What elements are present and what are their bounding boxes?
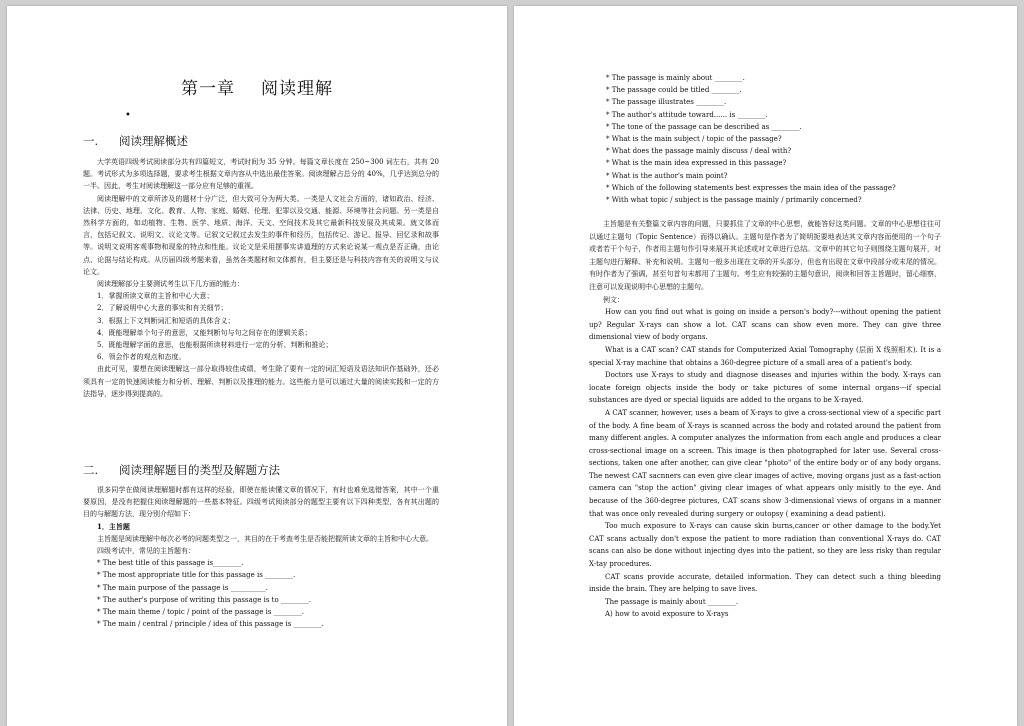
section-number: 二. — [83, 463, 99, 477]
section-title: 阅读理解概述 — [119, 134, 188, 148]
list-item: 3．根据上下文判断词汇和短语的具体含义； — [97, 316, 235, 325]
list-item: 1．掌握所读文章的主旨和中心大意； — [97, 292, 214, 301]
question-item: * What does the passage mainly discuss / deal with? — [606, 147, 792, 156]
passage-paragraph: What is a CAT scan? CAT stands for Computerized Axial Tomography (层面 X 线照相术). It is a special X-ray machine that obtains a 360-degree picture of a small area of a patient's body. — [589, 345, 941, 367]
paragraph: 由此可见，要想在阅读理解这一部分取得较佳成绩，考生除了要有一定的词汇短语及语法知识作基础外，还必须具有一定的快速阅读能力和分析、理解、判断以及推理的能力。这些能力是可以通过大量的阅读实践和一定的方法指导，逐步得到提高的。 — [83, 365, 439, 398]
right-page — [514, 6, 1017, 726]
question-item: * The main theme / topic / point of the passage is ________. — [97, 608, 304, 617]
section-heading-1 — [83, 133, 188, 149]
question-item: * The passage could be titled ________. — [606, 86, 742, 95]
passage-paragraph: Doctors use X-rays to study and diagnose diseases and injuries within the body. X-rays can locate foreign objects inside the body or take pictures of some internal organs---if special substances are dyed or special liquids are added to the organs to be X-rayed. — [589, 371, 941, 405]
list-item: 4．既能理解单个句子的意思，又能判断句与句之间存在的逻辑关系； — [97, 328, 312, 337]
section-number: 一. — [83, 134, 99, 148]
passage-paragraph: A CAT scanner, however, uses a beam of X-rays to give a cross-sectional view of a specific part of the body. A fine beam of X-rays is scanned across the body and rotated around the patient from many different angles. A computer analyzes the information from each angle and produces a clear cross-sectional image on a screen. This image is then photographed for later use. Several cross-sections, taken one after another, can give clear "photo" of the entire body or of any body organs. The newest CAT sacnners can even give clear images of active, moving organs just as a fast-action camera can "stop the action" giving clear images of what appears only misitly to the eye. And because of the 360-degree pictures, CAT scans show 3-dimensional views of organs in a manner that was once only revealed during surgery or outopsy ( examining a dead patient). — [589, 408, 941, 518]
paragraph: 主旨题是有关整篇文章内容的问题，只要抓住了文章的中心思想，就能答好这类问题。文章的中心思想往往可以通过主题句（Topic Sentence）而得以确认。主题句是作者为了简明扼要地表达其文章内容而使用的一个句子或者若干个句子，作者用主题句作引导来展开其论述或对文章进行总结。文章中的其它句子则围绕主题句展开，对主题句进行解释、补充和说明。主题句一般多出现在文章的开头部分，但也有出现在文章中段部分或末尾的情况。有时作者为了强调，甚至句首句末都用了主题句。考生应有较强的主题句意识，阅读和回答主旨题时，留心细察，注意可以发现说明中心思想的主题句。 — [589, 220, 941, 291]
section-2-body — [83, 484, 439, 630]
question-list — [606, 72, 958, 206]
question-item: * What is the main subject / topic of the passage? — [606, 135, 782, 144]
left-page — [7, 6, 507, 726]
question-item: * The passage is mainly about ________. — [606, 74, 745, 82]
passage-paragraph: CAT scans provide accurate, detailed information. They can detect such a thing bleeding inside the brain. They are helping to save lives. — [589, 572, 941, 594]
paragraph: 四级考试中，常见的主旨题有： — [97, 547, 195, 556]
passage-paragraph: How can you find out what is going on inside a person's body?---without opening the patient up? Regular X-rays can show a lot. CAT scans can show even more. They can give three dimensional view of body organs. — [589, 308, 941, 342]
question-stem: The passage is mainly about ________. — [605, 597, 739, 606]
paragraph: 大学英语四级考试阅读部分共有四篇短文，考试时间为 35 分钟。每篇文章长度在 250~300 词左右，共有 20 题。考试形式为多项选择题，要求考生根据文章内容从中选出最佳答案。阅读理解占总分的 40%，几乎达到总分的一半。因此，考生对阅读理解这一部分应有足够的重视。 — [83, 158, 439, 191]
chapter-title — [7, 74, 507, 99]
question-item: * The most appropriate title for this passage is ________. — [97, 571, 296, 580]
right-body — [589, 218, 941, 621]
passage-paragraph: Too much exposure to X-rays can cause skin burns,cancer or other damage to the body.Yet CAT scans actually don't expose the patient to more radiation than conventional X-rays do. CAT scans can also be done without injecting dyes into the patient, so they are less risky than regular X-tay procedures. — [589, 522, 941, 569]
section-1-body — [83, 156, 439, 400]
question-item: * The tone of the passage can be described as ________. — [606, 122, 802, 131]
bullet-dot: • — [125, 110, 131, 121]
answer-option: A) how to avoid exposure to X-rays — [605, 610, 729, 619]
paragraph: 主旨题是阅读理解中每次必考的问题类型之一，其目的在于考查考生是否能把握所读文章的主旨和中心大意。 — [97, 534, 433, 543]
example-label: 例文： — [603, 295, 624, 304]
paragraph: 阅读理解中的文章所涉及的题材十分广泛，但大致可分为两大类。一类是人文社会方面的，诸如政治、经济、法律、历史、地理、文化、教育、人物、家庭、婚姻、伦理、犯罪以及交通、能源、环境等社会问题。另一类是自然科学方面的，如动植物、生物、医学、地质、海洋、天文、空间技术及其它最新科技发展及其成果。就文体而言，包括记叙文、说明文、议论文等。记叙文记叙过去发生的事件和经历，包括传记、游记、报导、回忆录和故事等。说明文说明客观事物和现象的特点和性能。议论文是采用摆事实讲道理的方式来论说某一观点是否正确，由论点、论据与结论构成。从历届四级考题来看，虽然各类题材和文体都有，但主要还是与科技内容有关的说明文与议论文。 — [83, 194, 439, 276]
list-item: 6．领会作者的观点和态度。 — [97, 353, 186, 362]
list-item: 5．既能理解字面的意思，也能根据所读材料进行一定的分析、判断和推论； — [97, 341, 333, 350]
question-item: * With what topic / subject is the passage mainly / primarily concerned? — [606, 196, 862, 205]
list-item: 2．了解说明中心大意的事实和有关细节； — [97, 304, 228, 313]
chapter-name: 阅读理解 — [261, 79, 333, 99]
section-title: 阅读理解题目的类型及解题方法 — [119, 463, 280, 477]
question-item: * The main purpose of the passage is __________. — [97, 583, 268, 592]
chapter-label: 第一章 — [181, 79, 235, 99]
question-item: * What is the main idea expressed in this passage? — [606, 159, 787, 168]
question-item: * Which of the following statements best expresses the main idea of the passage? — [606, 183, 896, 192]
question-item: * The passage illustrates ________. — [606, 98, 727, 107]
question-item: * The best title of this passage is________. — [97, 559, 244, 568]
question-item: * The main / central / principle / idea of this passage is ________. — [97, 620, 324, 629]
question-item: * What is the author's main point? — [606, 171, 728, 180]
section-heading-2 — [83, 462, 280, 478]
paragraph: 阅读理解部分主要测试考生以下几方面的能力： — [97, 280, 244, 289]
question-item: * The author's attitude toward...... is ________. — [606, 110, 768, 119]
paragraph: 很多同学在做阅读理解题时都有这样的经验，即使在能读懂文章的情况下，有时也难免选错答案，其中一个重要原因，是没有把握住阅读理解题的一些基本特征。四级考试阅读部分的题型主要有以下四种类型，各有其出题的目的与解题方法，现分别介绍如下： — [83, 486, 439, 519]
subheading: 1．主旨题 — [97, 521, 130, 531]
question-item: * The auther's purpose of writing this passage is to ________. — [97, 595, 312, 604]
